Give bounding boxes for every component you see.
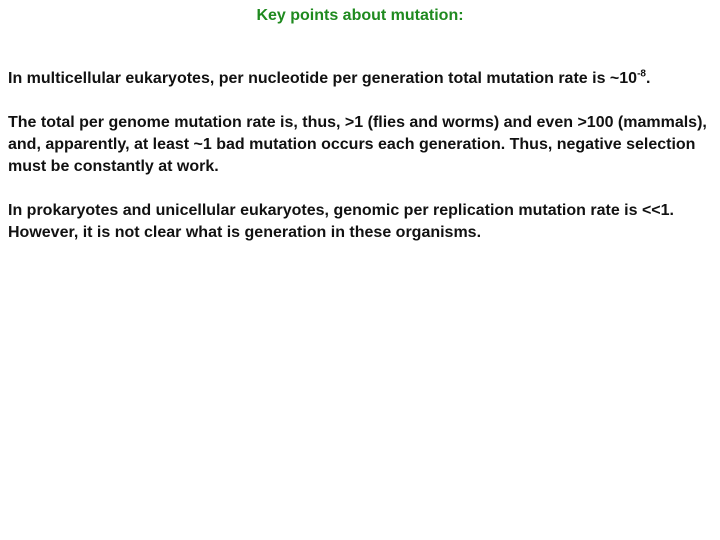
slide-body bbox=[8, 68, 714, 266]
paragraph-mutation-rate bbox=[8, 68, 714, 90]
paragraph-prokaryotes: In prokaryotes and unicellular eukaryotes, genomic per replication mutation rate is <<1. However, it is not clear what is generation in these organisms. bbox=[8, 202, 674, 241]
exponent-superscript: -8 bbox=[637, 68, 646, 80]
paragraph-mutation-rate-end: . bbox=[645, 70, 651, 87]
slide-title: Key points about mutation: bbox=[256, 7, 464, 24]
paragraph-mutation-rate-text: In multicellular eukaryotes, per nucleotide per generation total mutation rate is ~10 bbox=[8, 70, 638, 87]
paragraph-genome-rate: The total per genome mutation rate is, thus, >1 (flies and worms) and even >100 (mammals), and, apparently, at least ~1 bad mutation occurs each generation. Thus, negative selection must be constantly at work. bbox=[8, 114, 707, 175]
